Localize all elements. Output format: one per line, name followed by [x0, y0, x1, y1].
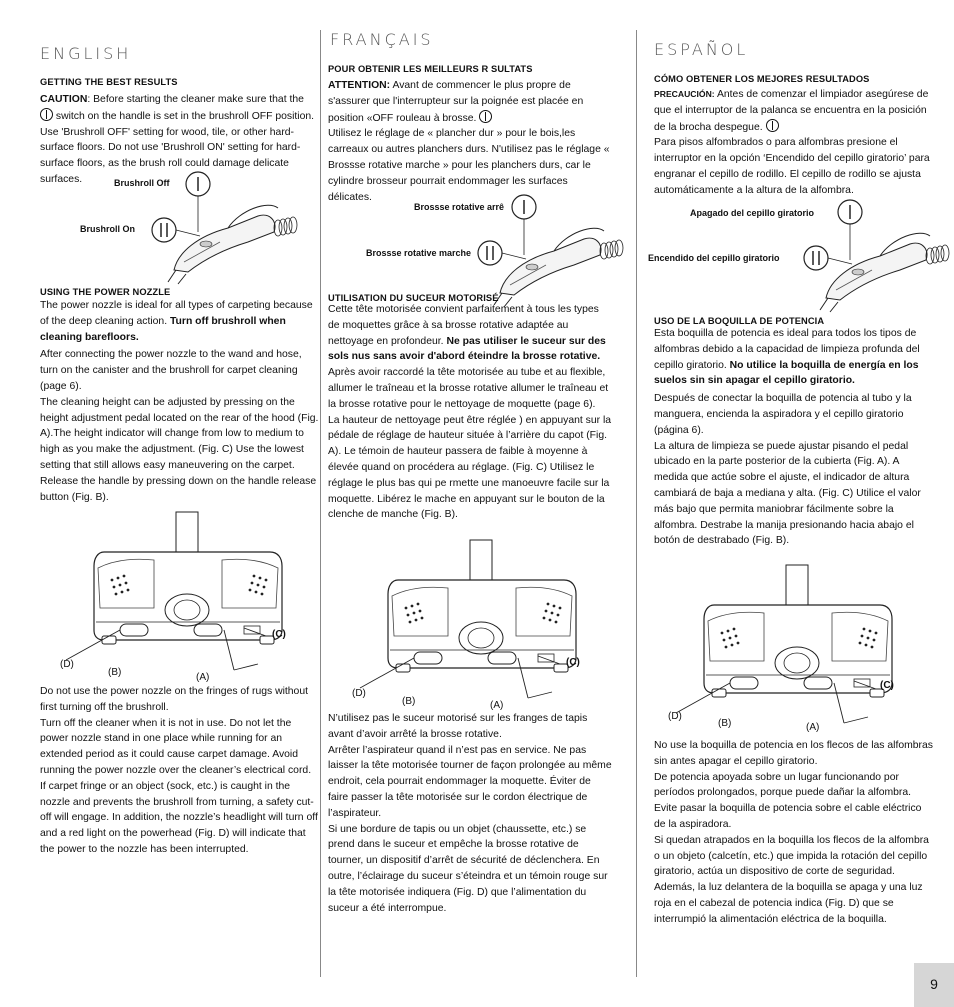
- heading-mejores-resultados: CÓMO OBTENER LOS MEJORES RESULTADOS: [654, 74, 870, 84]
- fig-label-brosse-arret: Brossse rotative arrê: [414, 202, 505, 212]
- fig-label-b: (B): [402, 696, 416, 707]
- fig-label-brushroll-on: Brushroll On: [80, 224, 136, 234]
- fig-label-d: (D): [668, 711, 682, 722]
- handle-switch-illustration: [730, 198, 950, 313]
- boquilla-warnings: No use la boquilla de potencia en los flecos de las alfombras sin antes apagar el cepillo giratorio. De potencia apoyada sobre un lugar funcionando por períodos prolongados, porque puede dañar la alfombra. Evite pasar la boquilla de potencia sobre el cable eléctrico de la aspiradora. Si quedan atrapados en la boquilla los flecos de la alfombra o un objeto (calcetín, etc.) que impida la rotación del cepillo giratorio, actúa un dispositivo de corte de seguridad. Además, la luz delantera de la boquilla se apaga y una luz roja en el cabezal de potencia indica (Fig. D) que se interrumpió la alimentación eléctrica de la boquilla.: [654, 740, 933, 925]
- fig-label-a: (A): [196, 672, 210, 683]
- fig-label-b: (B): [718, 718, 732, 729]
- nozzle-illustration: [704, 565, 894, 700]
- lang-title-english: ENGLISH: [40, 44, 132, 63]
- power-switch-icon: [40, 108, 53, 121]
- fig-label-brushroll-off: Brushroll Off: [114, 178, 170, 188]
- fig-label-d: (D): [60, 659, 74, 670]
- column-divider-2: [636, 30, 637, 977]
- nozzle-illustration: [94, 512, 284, 647]
- precaucion-label: PRECAUCIÓN:: [654, 89, 715, 99]
- suceur-text: Cette tête motorisée convient parfaitement à tous les types de moquettes grâce à sa brosse rotative adaptée au nettoyage en profondeur. Ne pas utiliser le suceur sur des sols nus sans avoir d'abord éteindre la brosse rotative. Après avoir raccordé la tête motorisée au tube et au flexible, allumer le traîneau et la brosse rotative allumer le traîneau et la brosse rotative pour le nettoyage de moquette (page 6). La hauteur de nettoyage peut être réglée ) en appuyant sur la pédale de réglage de hauteur située à l’arrière du capot (Fig. A). Le témoin de hauteur passera de faible à moyenne à élevée quand on procédera au réglage. (Fig. C) Utilisez le réglage le plus bas qui pe rmette une manoeuvre facile sur la moquette. Libérez le mache en appuyant sur le bouton de la clenche de manche (Fig. B).: [328, 304, 612, 521]
- heading-suceur-motorise: UTILISATION DU SUCEUR MOTORISÉ: [328, 293, 499, 303]
- nozzle-illustration: [388, 540, 578, 675]
- fig-label-a: (A): [806, 722, 820, 733]
- handle-switch-illustration: [78, 170, 298, 285]
- page-number-box: [914, 963, 954, 1007]
- power-nozzle-warnings: Do not use the power nozzle on the fringes of rugs without first turning off the brushroll. Turn off the cleaner when it is not in use. Do not let the power nozzle stand in one place while running for an extended period as it could cause carpet damage. Avoid running the power nozzle over the cleaner’s electrical cord. If carpet fringe or an object (sock, etc.) is caught in the nozzle and prevents the brushroll from turning, a safety cut-off will engage. In addition, the nozzle’s headlight will turn off and a red light on the powerhead (Fig. D) will indicate that the power to the nozzle has been interrupted.: [40, 686, 318, 855]
- fig-label-c: (C): [272, 629, 286, 640]
- fig-label-a: (A): [490, 700, 504, 711]
- fig-label-c: (C): [880, 680, 894, 691]
- heading-uso-boquilla: USO DE LA BOQUILLA DE POTENCIA: [654, 316, 825, 326]
- power-switch-icon: [479, 110, 492, 123]
- fig-label-encendido: Encendido del cepillo giratorio: [648, 253, 780, 263]
- lang-title-francais: FRANÇAIS: [330, 30, 434, 49]
- caution-label: CAUTION: [40, 94, 88, 105]
- attention-label: ATTENTION:: [328, 80, 391, 91]
- heading-power-nozzle: USING THE POWER NOZZLE: [40, 287, 171, 297]
- suceur-warnings: N’utilisez pas le suceur motorisé sur les franges de tapis avant d’avoir arrêté la brosse rotative. Arrêter l’aspirateur quand il n’est pas en service. Ne pas laisser la tête motorisée tourner de façon prolongée au même endroit, cela pourrait endommager la moquette. Éviter de faire passer la tête motorisée sur le cordon électrique de l’aspirateur. Si une bordure de tapis ou un objet (chaussette, etc.) se prend dans le suceur et empêche la brosse rotative de tourner, un dispositif d’arrêt de sécurité de déclenchera. En outre, l’éclairage du suceur s’éteindra et un témoin rouge sur la tête motorisée indiquera (Fig. D) que l’alimentation du suceur a été interrompue.: [328, 713, 612, 914]
- fig-label-c: (C): [566, 657, 580, 668]
- fig-label-brosse-marche: Brossse rotative marche: [366, 248, 472, 258]
- attention-paragraph: ATTENTION: Avant de commencer le plus propre de s'assurer que l'interrupteur sur la poignée est placée en position «OFF rouleau à brosse. Utilisez le réglage de « plancher dur » pour le bois,les carreaux ou autres planchers durs. N'utilisez pas le réglage « Brossse rotative marche » pour les planchers durs, car le cylindre brosseur pourrait endommager les surfaces délicates.: [328, 80, 610, 203]
- fig-label-b: (B): [108, 667, 122, 678]
- boquilla-text: Esta boquilla de potencia es ideal para todos los tipos de alfombras debido a la capacidad de limpieza profunda del cepillo giratorio. No utilice la boquilla de energía en los suelos sin sin apagar el cepillo giratorio. Después de conectar la boquilla de potencia al tubo y la manguera, encienda la aspiradora y el cepillo giratorio (página 6). La altura de limpieza se puede ajustar pisando el pedal ubicado en la parte posterior de la cubierta (Fig. A). A medida que actúe sobre el ajuste, el indicador de altura cambiará de baja a mediana y alta. (Fig. C) Utilice el valor más bajo que permita maniobrar fácilmente sobre la alfombra. Destrabe la manija presionando hacia abajo el botón de destrabado (Fig. B).: [654, 328, 921, 547]
- fig-label-apagado: Apagado del cepillo giratorio: [690, 208, 815, 218]
- power-switch-icon: [766, 119, 779, 132]
- fig-label-d: (D): [352, 688, 366, 699]
- heading-best-results: GETTING THE BEST RESULTS: [40, 77, 178, 87]
- lang-title-espanol: ESPAÑOL: [654, 40, 749, 59]
- heading-meilleurs-resultats: POUR OBTENIR LES MEILLEURS R SULTATS: [328, 64, 533, 74]
- page-number: 9: [930, 976, 938, 992]
- power-nozzle-text: The power nozzle is ideal for all types of carpeting because of the deep cleaning action. Turn off brushroll when cleaning barefloors. After connecting the power nozzle to the wand and hose, turn on the canister and the brushroll for carpet cleaning (page 6). The cleaning height can be adjusted by pressing on the height adjustment pedal located on the rear of the hood (Fig. A).The height indicator will change from low to medium to high as you make the adjustment. (Fig. C) Use the lowest setting that still allows easy maneuvering on the carpet. Release the handle by pressing down on the handle release button (Fig. B).: [40, 300, 319, 503]
- precaucion-paragraph: PRECAUCIÓN: Antes de comenzar el limpiador asegúrese de que el interruptor de la palanca se encuentra en la posición de la brocha despegue. Para pisos alfombrados o para alfombras presione el interruptor en la opción ‘Encendido del cepillo giratorio’ para engranar el cepillo de rodillo. El cepillo de rodillo se ajusta automáticamente a la altura de la alfombra.: [654, 89, 930, 196]
- caution-paragraph: CAUTION: Before starting the cleaner make sure that the switch on the handle is set in the brushroll OFF position. Use 'Brushroll OFF' setting for wood, tile, or other hard-surface floors. Do not use 'Brushroll ON' setting for hard-surface floors, as the brush roll could damage delicate surfaces.: [40, 94, 315, 185]
